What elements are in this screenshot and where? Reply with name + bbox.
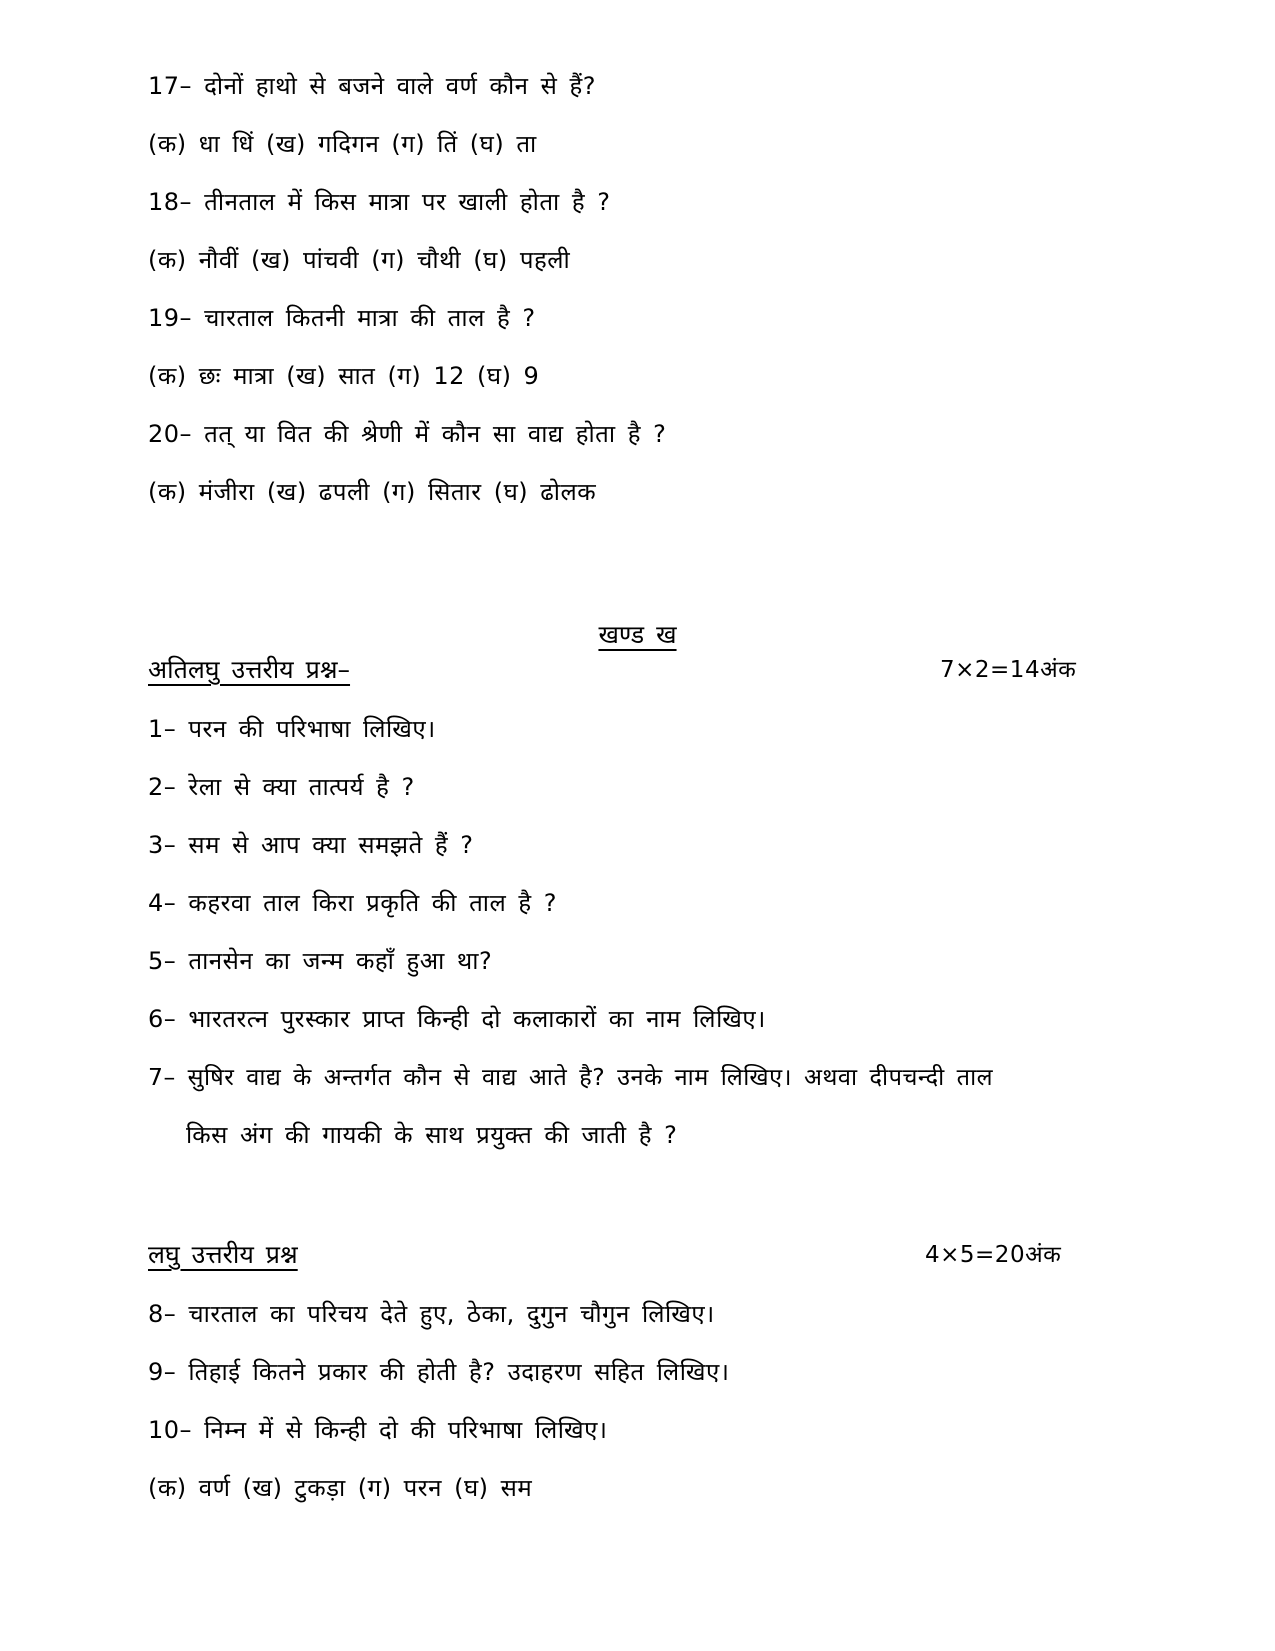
section-b-title: खण्ड ख xyxy=(598,620,677,649)
short-heading: लघु उत्तरीय प्रश्न xyxy=(148,1240,298,1269)
question-20: 20– तत् या वित की श्रेणी में कौन सा वाद्य होता है ? xyxy=(148,420,667,448)
question-19-options: (क) छः मात्रा (ख) सात (ग) 12 (घ) 9 xyxy=(148,362,540,390)
very-short-heading: अतिलघु उत्तरीय प्रश्न– xyxy=(148,655,351,684)
question-3: 3– सम से आप क्या समझते हैं ? xyxy=(148,831,474,859)
question-7-continuation: किस अंग की गायकी के साथ प्रयुक्त की जाती है ? xyxy=(186,1121,678,1149)
question-10-options: (क) वर्ण (ख) टुकड़ा (ग) परन (घ) सम xyxy=(148,1474,533,1502)
question-9: 9– तिहाई कितने प्रकार की होती है? उदाहरण सहित लिखिए। xyxy=(148,1358,730,1386)
question-20-options: (क) मंजीरा (ख) ढपली (ग) सितार (घ) ढोलक xyxy=(148,478,597,506)
question-6: 6– भारतरत्न पुरस्कार प्राप्त किन्ही दो कलाकारों का नाम लिखिए। xyxy=(148,1005,766,1033)
question-10: 10– निम्न में से किन्ही दो की परिभाषा लिखिए। xyxy=(148,1416,608,1444)
question-7: 7– सुषिर वाद्य के अन्तर्गत कौन से वाद्य आते है? उनके नाम लिखिए। अथवा दीपचन्दी ताल xyxy=(148,1063,994,1091)
question-1: 1– परन की परिभाषा लिखिए। xyxy=(148,715,436,743)
question-2: 2– रेला से क्या तात्पर्य है ? xyxy=(148,773,415,801)
very-short-marks: 7×2=14अंक xyxy=(940,657,1077,683)
question-18-options: (क) नौवीं (ख) पांचवी (ग) चौथी (घ) पहली xyxy=(148,246,571,274)
question-4: 4– कहरवा ताल किरा प्रकृति की ताल है ? xyxy=(148,889,557,917)
question-18: 18– तीनताल में किस मात्रा पर खाली होता है ? xyxy=(148,188,611,216)
section-b-title-wrapper xyxy=(0,620,1275,650)
question-17-options: (क) धा धिं (ख) गदिगन (ग) तिं (घ) ता xyxy=(148,130,537,158)
question-8: 8– चारताल का परिचय देते हुए, ठेका, दुगुन चौगुन लिखिए। xyxy=(148,1300,715,1328)
question-19: 19– चारताल कितनी मात्रा की ताल है ? xyxy=(148,304,536,332)
question-17: 17– दोनों हाथो से बजने वाले वर्ण कौन से हैं? xyxy=(148,72,596,100)
short-marks: 4×5=20अंक xyxy=(925,1242,1062,1268)
question-5: 5– तानसेन का जन्म कहाँ हुआ था? xyxy=(148,947,493,975)
